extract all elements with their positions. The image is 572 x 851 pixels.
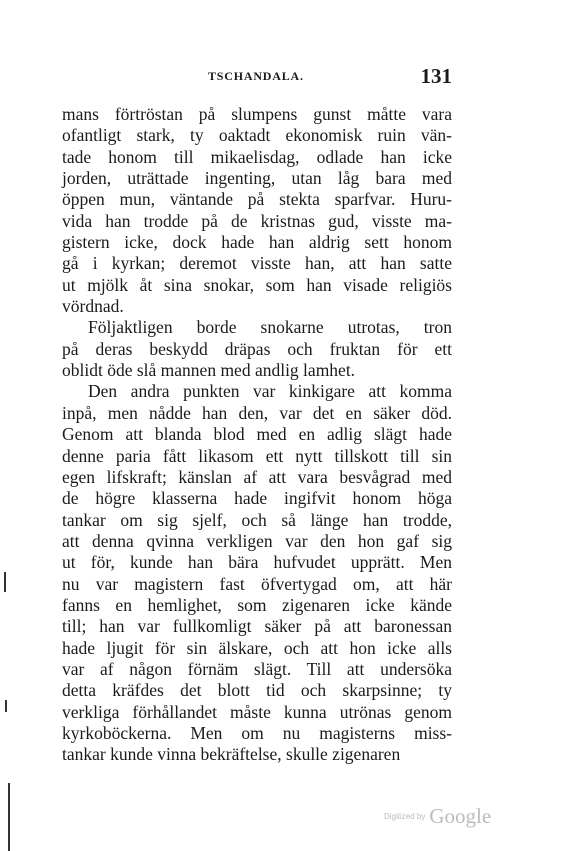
- text-line: att denna qvinna verkligen var den hon gaf sig: [62, 530, 452, 551]
- paragraph: [62, 381, 452, 765]
- margin-mark: [8, 783, 10, 851]
- text-line: kyrkoböckerna. Men om nu magisterns miss-: [62, 722, 452, 743]
- text-line: de högre klasserna hade ingifvit honom höga: [62, 488, 452, 509]
- running-head: TSCHANDALA.: [208, 69, 304, 83]
- text-line: ut mjölk åt sina snokar, som han visade religiös: [62, 274, 452, 295]
- body-text: [62, 104, 452, 766]
- text-line: nu var magistern fast öfvertygad om, att här: [62, 573, 452, 594]
- watermark-prefix: Digitized by: [384, 812, 426, 821]
- text-line: egen lifskraft; känslan af att vara besvågrad med: [62, 466, 452, 487]
- text-line: vida han trodde på de kristnas gud, visste ma-: [62, 210, 452, 231]
- text-line: ofantligt stark, ty oaktadt ekonomisk ruin vän-: [62, 125, 452, 146]
- text-line: verkliga förhållandet måste kunna utrönas genom: [62, 701, 452, 722]
- text-line: Genom att blanda blod med en adlig slägt hade: [62, 424, 452, 445]
- text-line: jorden, uträttade ingenting, utan låg bara med: [62, 168, 452, 189]
- text-line: hade ljugit för sin älskare, och att hon icke alls: [62, 637, 452, 658]
- text-line: var af någon förnäm slägt. Till att undersöka: [62, 658, 452, 679]
- google-logo: Google: [429, 804, 492, 828]
- text-line: på deras beskydd dräpas och fruktan för ett: [62, 338, 452, 359]
- text-line: gistern icke, dock hade han aldrig sett honom: [62, 232, 452, 253]
- paragraph-container: [62, 104, 452, 766]
- paragraph: [62, 104, 452, 317]
- text-line: Följaktligen borde snokarne utrotas, tron: [88, 317, 452, 338]
- text-line: inpå, men nådde han den, var det en säker död.: [62, 402, 452, 423]
- text-line: oblidt öde slå mannen med andlig lamhet.: [62, 360, 356, 381]
- page-header: [62, 64, 452, 94]
- margin-mark: [5, 700, 7, 712]
- text-line: tankar kunde vinna bekräftelse, skulle zigenaren: [62, 744, 401, 765]
- text-line: mans förtröstan på slumpens gunst måtte vara: [62, 104, 452, 124]
- text-line: fanns en hemlighet, som zigenaren icke kände: [62, 594, 452, 615]
- paragraph: [62, 317, 452, 381]
- text-line: gå i kyrkan; deremot visste han, att han satte: [62, 253, 452, 274]
- text-line: Den andra punkten var kinkigare att komma: [88, 381, 452, 402]
- text-line: detta kräfdes det blott tid och skarpsinne; ty: [62, 680, 452, 701]
- margin-mark: [4, 572, 6, 592]
- text-line: vördnad.: [62, 296, 124, 317]
- text-line: ut för, kunde han bära hufvudet upprätt. Men: [62, 552, 452, 573]
- text-line: öppen mun, väntande på stekta sparfvar. Huru-: [62, 189, 452, 210]
- page-number: 131: [420, 64, 452, 88]
- text-line: denne paria fått likasom ett nytt tillskott till sin: [62, 445, 452, 466]
- text-line: till; han var fullkomligt säker på att baronessan: [62, 616, 452, 637]
- text-line: tade honom till mikaelisdag, odlade han icke: [62, 146, 452, 167]
- digitization-watermark: [384, 804, 491, 829]
- text-line: tankar om sig sjelf, och så länge han trodde,: [62, 509, 452, 530]
